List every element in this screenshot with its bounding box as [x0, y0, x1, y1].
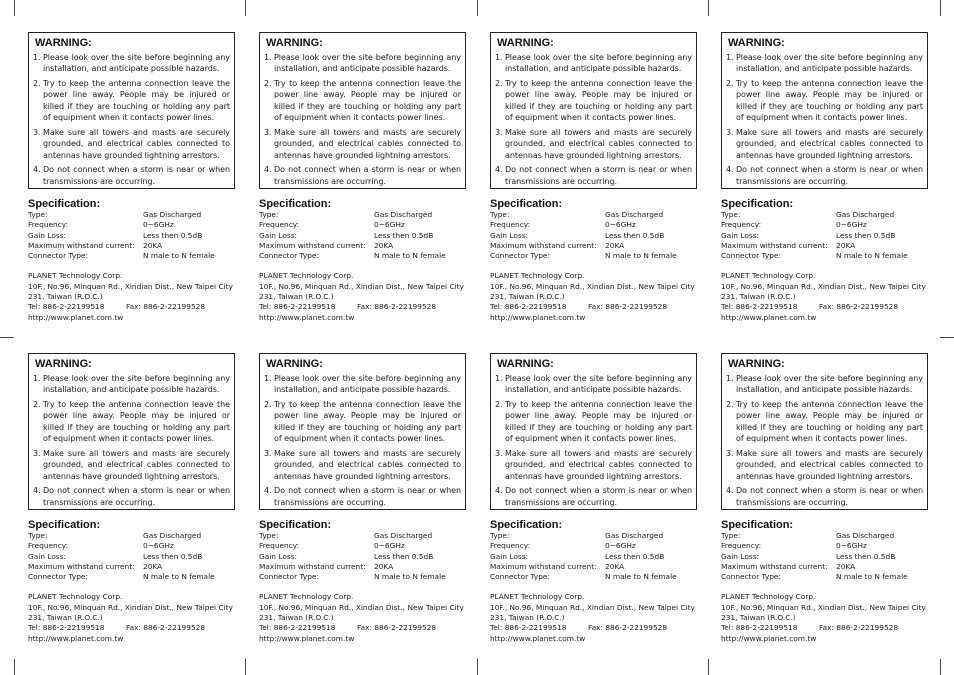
specification-title: Specification:	[490, 198, 563, 210]
warning-title: WARNING:	[35, 37, 92, 49]
spec-row: Maximum withstand current: 20KA	[28, 240, 163, 250]
spec-row: Frequency: 0~6GHz	[490, 220, 636, 230]
company-address-2: 231, Taiwan (R.O.C.)	[721, 613, 796, 623]
specification-table	[259, 210, 466, 261]
company-info	[490, 592, 697, 643]
crop-mark	[940, 337, 954, 338]
spec-row: Gain Loss: Less then 0.5dB	[490, 551, 665, 561]
warning-item: 4. Do not connect when a storm is near or when transmissions are occurring.	[264, 486, 461, 507]
warning-box	[259, 32, 466, 189]
contact-line	[721, 302, 928, 312]
warning-item: 1. Please look over the site before beginning any installation, and anticipate possible hazards.	[726, 53, 923, 74]
specification-table	[28, 210, 235, 261]
company-name: PLANET Technology Corp.	[490, 271, 585, 281]
spec-row: Type: Gas Discharged	[259, 210, 433, 219]
crop-mark	[708, 659, 709, 675]
specification-table	[490, 210, 697, 261]
company-tel: Tel: 886-2-22199518	[259, 302, 336, 312]
company-name: PLANET Technology Corp.	[721, 271, 816, 281]
company-tel: Tel: 886-2-22199518	[721, 302, 798, 312]
crop-mark	[245, 0, 246, 16]
spec-row: Type: Gas Discharged	[721, 210, 895, 219]
warning-item: 1. Please look over the site before beginning any installation, and anticipate possible hazards.	[264, 374, 461, 395]
company-address-2: 231, Taiwan (R.O.C.)	[259, 613, 334, 623]
warning-item: 4. Do not connect when a storm is near or when transmissions are occurring.	[264, 165, 461, 186]
crop-mark	[14, 0, 15, 16]
product-label	[721, 32, 928, 323]
company-website: http://www.planet.com.tw	[28, 312, 124, 322]
contact-line	[28, 302, 235, 312]
company-website: http://www.planet.com.tw	[259, 633, 355, 643]
spec-row: Maximum withstand current: 20KA	[721, 561, 856, 571]
company-address-2: 231, Taiwan (R.O.C.)	[259, 292, 334, 302]
warning-item: 1. Please look over the site before beginning any installation, and anticipate possible hazards.	[726, 374, 923, 395]
contact-line	[259, 623, 466, 633]
company-address: 10F., No.96, Minquan Rd., Xindian Dist., New Taipei City	[721, 602, 926, 612]
company-website: http://www.planet.com.tw	[490, 633, 586, 643]
company-info	[259, 271, 466, 322]
warning-item: 4. Do not connect when a storm is near or when transmissions are occurring.	[726, 486, 923, 507]
company-address-2: 231, Taiwan (R.O.C.)	[721, 292, 796, 302]
company-tel: Tel: 886-2-22199518	[259, 623, 336, 633]
spec-row: Gain Loss: Less then 0.5dB	[28, 230, 203, 240]
specification-title: Specification:	[721, 519, 794, 531]
contact-line	[721, 623, 928, 633]
warning-item: 3. Make sure all towers and masts are securely grounded, and electrical cables connected to antennas have grounded lightning arrestors.	[726, 127, 923, 160]
spec-row: Connector Type: N male to N female	[28, 572, 215, 582]
warning-item: 2. Try to keep the antenna connection leave the power line away. People may be injured or killed if they are touching or holding any part of equipment when it contacts power lines.	[264, 79, 461, 123]
company-name: PLANET Technology Corp.	[490, 592, 585, 602]
warning-title: WARNING:	[35, 358, 92, 370]
company-address: 10F., No.96, Minquan Rd., Xindian Dist., New Taipei City	[721, 281, 926, 291]
spec-row: Connector Type: N male to N female	[490, 572, 677, 582]
product-label	[28, 32, 235, 323]
product-label	[721, 353, 928, 644]
warning-item: 1. Please look over the site before beginning any installation, and anticipate possible hazards.	[264, 53, 461, 74]
warning-item: 4. Do not connect when a storm is near or when transmissions are occurring.	[33, 165, 230, 186]
company-info	[28, 592, 235, 643]
warning-item: 4. Do not connect when a storm is near or when transmissions are occurring.	[495, 165, 692, 186]
warning-item: 3. Make sure all towers and masts are securely grounded, and electrical cables connected to antennas have grounded lightning arrestors.	[726, 448, 923, 481]
company-name: PLANET Technology Corp.	[28, 592, 123, 602]
company-tel: Tel: 886-2-22199518	[490, 623, 567, 633]
specification-table	[490, 531, 697, 582]
company-name: PLANET Technology Corp.	[259, 592, 354, 602]
spec-row: Gain Loss: Less then 0.5dB	[259, 551, 434, 561]
warning-item: 2. Try to keep the antenna connection leave the power line away. People may be injured or killed if they are touching or holding any part of equipment when it contacts power lines.	[495, 79, 692, 123]
warning-title: WARNING:	[266, 358, 323, 370]
warning-box	[28, 353, 235, 510]
company-info	[721, 271, 928, 322]
spec-row: Maximum withstand current: 20KA	[28, 561, 163, 571]
warning-item: 3. Make sure all towers and masts are securely grounded, and electrical cables connected to antennas have grounded lightning arrestors.	[264, 127, 461, 160]
spec-row: Maximum withstand current: 20KA	[259, 240, 394, 250]
company-tel: Tel: 886-2-22199518	[28, 623, 105, 633]
company-fax: Fax: 886-2-22199528	[588, 302, 668, 312]
specification-table	[721, 531, 928, 582]
company-address-2: 231, Taiwan (R.O.C.)	[490, 292, 565, 302]
company-website: http://www.planet.com.tw	[259, 312, 355, 322]
company-name: PLANET Technology Corp.	[721, 592, 816, 602]
product-label	[490, 32, 697, 323]
company-address: 10F., No.96, Minquan Rd., Xindian Dist., New Taipei City	[259, 602, 464, 612]
spec-row: Frequency: 0~6GHz	[721, 541, 867, 551]
product-label	[490, 353, 697, 644]
crop-mark	[0, 337, 14, 338]
crop-mark	[708, 0, 709, 16]
warning-box	[721, 32, 928, 189]
company-info	[259, 592, 466, 643]
contact-line	[490, 623, 697, 633]
spec-row: Connector Type: N male to N female	[721, 572, 908, 582]
warning-box	[259, 353, 466, 510]
company-info	[721, 592, 928, 643]
spec-row: Frequency: 0~6GHz	[490, 541, 636, 551]
company-name: PLANET Technology Corp.	[28, 271, 123, 281]
spec-row: Connector Type: N male to N female	[721, 251, 908, 261]
spec-row: Gain Loss: Less then 0.5dB	[28, 551, 203, 561]
warning-box	[28, 32, 235, 189]
company-tel: Tel: 886-2-22199518	[721, 623, 798, 633]
specification-table	[721, 210, 928, 261]
product-label	[259, 353, 466, 644]
warning-item: 4. Do not connect when a storm is near or when transmissions are occurring.	[33, 486, 230, 507]
warning-item: 1. Please look over the site before beginning any installation, and anticipate possible hazards.	[495, 53, 692, 74]
warning-list	[33, 373, 230, 508]
warning-title: WARNING:	[728, 358, 785, 370]
spec-row: Type: Gas Discharged	[490, 210, 664, 219]
warning-list	[495, 373, 692, 508]
specification-title: Specification:	[259, 519, 332, 531]
company-name: PLANET Technology Corp.	[259, 271, 354, 281]
warning-title: WARNING:	[497, 358, 554, 370]
warning-item: 2. Try to keep the antenna connection leave the power line away. People may be injured or killed if they are touching or holding any part of equipment when it contacts power lines.	[726, 400, 923, 444]
warning-item: 1. Please look over the site before beginning any installation, and anticipate possible hazards.	[33, 53, 230, 74]
company-fax: Fax: 886-2-22199528	[126, 302, 206, 312]
warning-box	[721, 353, 928, 510]
warning-item: 2. Try to keep the antenna connection leave the power line away. People may be injured or killed if they are touching or holding any part of equipment when it contacts power lines.	[33, 400, 230, 444]
spec-row: Gain Loss: Less then 0.5dB	[259, 230, 434, 240]
warning-item: 1. Please look over the site before beginning any installation, and anticipate possible hazards.	[33, 374, 230, 395]
warning-item: 3. Make sure all towers and masts are securely grounded, and electrical cables connected to antennas have grounded lightning arrestors.	[33, 127, 230, 160]
warning-item: 4. Do not connect when a storm is near or when transmissions are occurring.	[726, 165, 923, 186]
spec-row: Frequency: 0~6GHz	[28, 220, 174, 230]
warning-title: WARNING:	[728, 37, 785, 49]
company-address-2: 231, Taiwan (R.O.C.)	[28, 292, 103, 302]
warning-item: 2. Try to keep the antenna connection leave the power line away. People may be injured or killed if they are touching or holding any part of equipment when it contacts power lines.	[33, 79, 230, 123]
company-tel: Tel: 886-2-22199518	[28, 302, 105, 312]
crop-mark	[940, 659, 941, 675]
spec-row: Connector Type: N male to N female	[259, 572, 446, 582]
company-address: 10F., No.96, Minquan Rd., Xindian Dist., New Taipei City	[28, 281, 233, 291]
company-tel: Tel: 886-2-22199518	[490, 302, 567, 312]
warning-item: 2. Try to keep the antenna connection leave the power line away. People may be injured or killed if they are touching or holding any part of equipment when it contacts power lines.	[495, 400, 692, 444]
crop-mark	[477, 659, 478, 675]
specification-title: Specification:	[721, 198, 794, 210]
spec-row: Frequency: 0~6GHz	[259, 541, 405, 551]
crop-mark	[477, 0, 478, 16]
warning-item: 1. Please look over the site before beginning any installation, and anticipate possible hazards.	[495, 374, 692, 395]
spec-row: Type: Gas Discharged	[721, 531, 895, 540]
spec-row: Connector Type: N male to N female	[259, 251, 446, 261]
company-website: http://www.planet.com.tw	[28, 633, 124, 643]
warning-list	[726, 52, 923, 187]
contact-line	[28, 623, 235, 633]
specification-title: Specification:	[259, 198, 332, 210]
warning-list	[264, 373, 461, 508]
company-address: 10F., No.96, Minquan Rd., Xindian Dist., New Taipei City	[259, 281, 464, 291]
company-address-2: 231, Taiwan (R.O.C.)	[28, 613, 103, 623]
spec-row: Connector Type: N male to N female	[28, 251, 215, 261]
company-fax: Fax: 886-2-22199528	[819, 302, 899, 312]
product-label	[259, 32, 466, 323]
warning-list	[33, 52, 230, 187]
specification-table	[28, 531, 235, 582]
company-address-2: 231, Taiwan (R.O.C.)	[490, 613, 565, 623]
warning-box	[490, 32, 697, 189]
specification-title: Specification:	[490, 519, 563, 531]
spec-row: Frequency: 0~6GHz	[721, 220, 867, 230]
warning-item: 3. Make sure all towers and masts are securely grounded, and electrical cables connected to antennas have grounded lightning arrestors.	[264, 448, 461, 481]
crop-mark	[940, 0, 941, 16]
company-website: http://www.planet.com.tw	[721, 312, 817, 322]
company-address: 10F., No.96, Minquan Rd., Xindian Dist., New Taipei City	[490, 602, 695, 612]
warning-list	[264, 52, 461, 187]
warning-box	[490, 353, 697, 510]
spec-row: Frequency: 0~6GHz	[28, 541, 174, 551]
company-fax: Fax: 886-2-22199528	[357, 623, 437, 633]
spec-row: Maximum withstand current: 20KA	[259, 561, 394, 571]
company-fax: Fax: 886-2-22199528	[126, 623, 206, 633]
company-info	[28, 271, 235, 322]
spec-row: Type: Gas Discharged	[28, 210, 202, 219]
warning-item: 2. Try to keep the antenna connection leave the power line away. People may be injured or killed if they are touching or holding any part of equipment when it contacts power lines.	[726, 79, 923, 123]
spec-row: Frequency: 0~6GHz	[259, 220, 405, 230]
warning-title: WARNING:	[266, 37, 323, 49]
warning-list	[726, 373, 923, 508]
company-website: http://www.planet.com.tw	[490, 312, 586, 322]
spec-row: Gain Loss: Less then 0.5dB	[490, 230, 665, 240]
contact-line	[490, 302, 697, 312]
warning-list	[495, 52, 692, 187]
company-info	[490, 271, 697, 322]
product-label	[28, 353, 235, 644]
spec-row: Connector Type: N male to N female	[490, 251, 677, 261]
spec-row: Type: Gas Discharged	[259, 531, 433, 540]
spec-row: Type: Gas Discharged	[490, 531, 664, 540]
company-fax: Fax: 886-2-22199528	[588, 623, 668, 633]
warning-item: 3. Make sure all towers and masts are securely grounded, and electrical cables connected to antennas have grounded lightning arrestors.	[495, 127, 692, 160]
spec-row: Gain Loss: Less then 0.5dB	[721, 551, 896, 561]
warning-item: 3. Make sure all towers and masts are securely grounded, and electrical cables connected to antennas have grounded lightning arrestors.	[33, 448, 230, 481]
spec-row: Gain Loss: Less then 0.5dB	[721, 230, 896, 240]
spec-row: Type: Gas Discharged	[28, 531, 202, 540]
spec-row: Maximum withstand current: 20KA	[721, 240, 856, 250]
specification-title: Specification:	[28, 519, 101, 531]
spec-row: Maximum withstand current: 20KA	[490, 240, 625, 250]
company-address: 10F., No.96, Minquan Rd., Xindian Dist., New Taipei City	[28, 602, 233, 612]
company-website: http://www.planet.com.tw	[721, 633, 817, 643]
company-fax: Fax: 886-2-22199528	[357, 302, 437, 312]
contact-line	[259, 302, 466, 312]
specification-title: Specification:	[28, 198, 101, 210]
spec-row: Maximum withstand current: 20KA	[490, 561, 625, 571]
warning-item: 4. Do not connect when a storm is near or when transmissions are occurring.	[495, 486, 692, 507]
specification-table	[259, 531, 466, 582]
crop-mark	[14, 659, 15, 675]
warning-item: 2. Try to keep the antenna connection leave the power line away. People may be injured or killed if they are touching or holding any part of equipment when it contacts power lines.	[264, 400, 461, 444]
company-fax: Fax: 886-2-22199528	[819, 623, 899, 633]
company-address: 10F., No.96, Minquan Rd., Xindian Dist., New Taipei City	[490, 281, 695, 291]
warning-item: 3. Make sure all towers and masts are securely grounded, and electrical cables connected to antennas have grounded lightning arrestors.	[495, 448, 692, 481]
warning-title: WARNING:	[497, 37, 554, 49]
crop-mark	[245, 659, 246, 675]
